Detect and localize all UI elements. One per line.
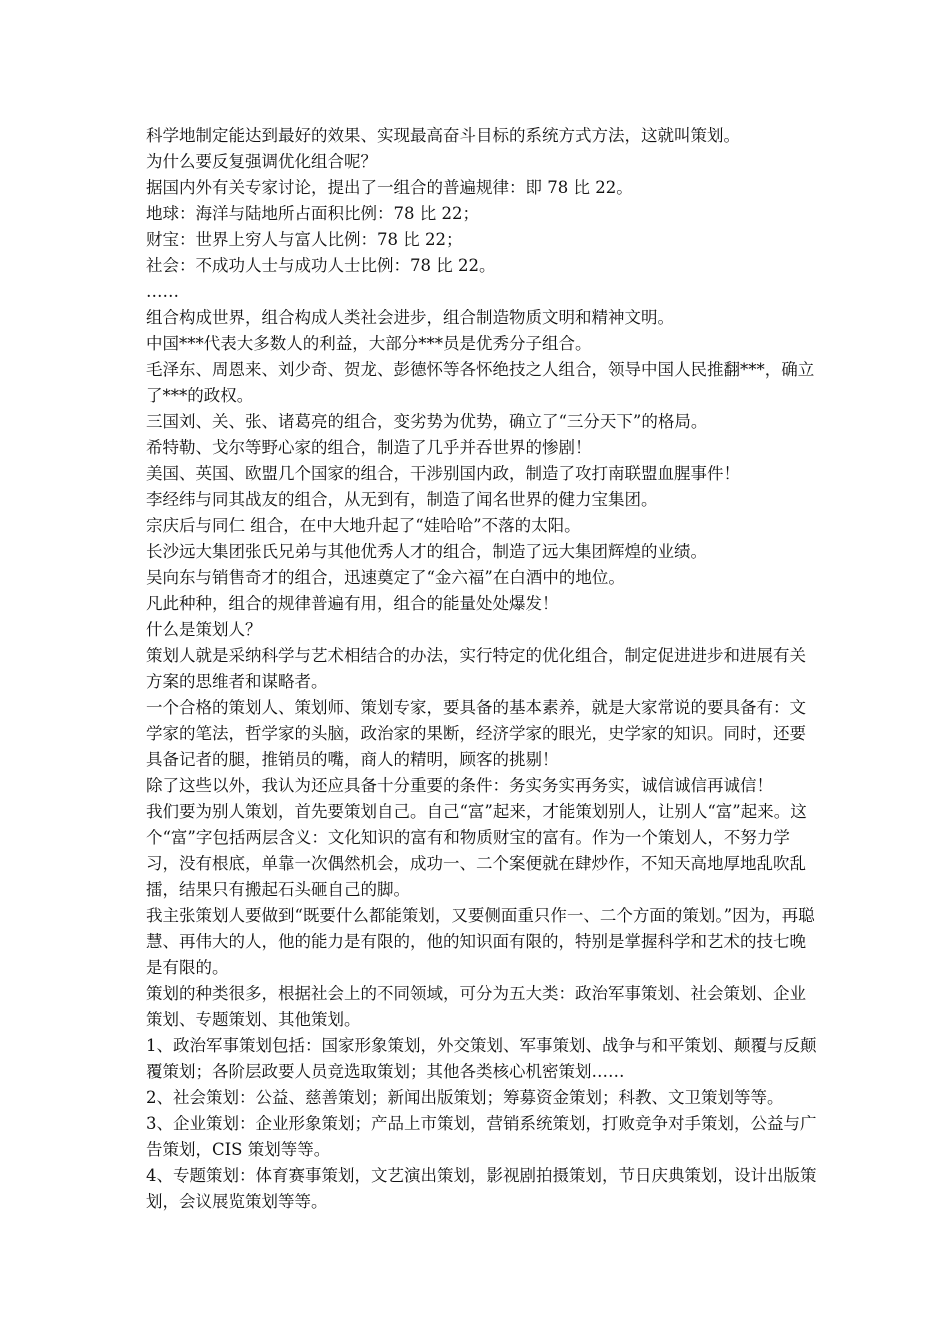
- list-item: 4、专题策划：体育赛事策划，文艺演出策划，影视剧拍摄策划，节日庆典策划，设计出版策划，会议展览策划等等。: [146, 1166, 817, 1211]
- paragraph: 地球：海洋与陆地所占面积比例：78 比 22；: [146, 204, 479, 223]
- paragraph: 组合构成世界，组合构成人类社会进步，组合制造物质文明和精神文明。: [146, 308, 674, 327]
- paragraph: 一个合格的策划人、策划师、策划专家，要具备的基本素养，就是大家常说的要具备有：文学家的笔法，哲学家的头脑，政治家的果断，经济学家的眼光，史学家的知识。同时，还要具备记者的腿，推销员的嘴，商人的精明，顾客的挑剔！: [146, 698, 806, 769]
- list-item: 2、社会策划：公益、慈善策划；新闻出版策划；筹募资金策划；科教、文卫策划等等。: [146, 1088, 784, 1107]
- paragraph: 为什么要反复强调优化组合呢？: [146, 152, 377, 171]
- paragraph: 策划的种类很多，根据社会上的不同领域，可分为五大类：政治军事策划、社会策划、企业策划、专题策划、其他策划。: [146, 984, 806, 1029]
- paragraph: 吴向东与销售奇才的组合，迅速奠定了“金六福”在白酒中的地位。: [146, 568, 625, 587]
- list-item: 1、政治军事策划包括：国家形象策划，外交策划、军事策划、战争与和平策划、颠覆与反颠覆策划；各阶层政要人员竞选取策划；其他各类核心机密策划……: [146, 1036, 817, 1081]
- section-heading: 什么是策划人？: [146, 620, 262, 639]
- paragraph: 据国内外有关专家讨论，提出了一组合的普遍规律：即 78 比 22。: [146, 178, 633, 197]
- paragraph: 中国***代表大多数人的利益，大部分***员是优秀分子组合。: [146, 334, 592, 353]
- paragraph: 长沙远大集团张氏兄弟与其他优秀人才的组合，制造了远大集团辉煌的业绩。: [146, 542, 707, 561]
- paragraph: 社会：不成功人士与成功人士比例：78 比 22。: [146, 256, 496, 275]
- paragraph: 我们要为别人策划，首先要策划自己。自己“富”起来，才能策划别人，让别人“富”起来。这个“富”字包括两层含义：文化知识的富有和物质财宝的富有。作为一个策划人，不努力学习，没有根底，单靠一次偶然机会，成功一、二个案便就在肆炒作，不知天高地厚地乱吹乱擂，结果只有搬起石头砸自己的脚。: [146, 802, 807, 899]
- list-item: 3、企业策划：企业形象策划；产品上市策划，营销系统策划，打败竞争对手策划，公益与广告策划，CIS 策划等等。: [146, 1114, 817, 1159]
- paragraph: 策划人就是采纳科学与艺术相结合的办法，实行特定的优化组合，制定促进进步和进展有关方案的思维者和谋略者。: [146, 646, 806, 691]
- paragraph: ……: [146, 282, 179, 301]
- document-body: [146, 123, 818, 1215]
- paragraph: 毛泽东、周恩来、刘少奇、贺龙、彭德怀等各怀绝技之人组合，领导中国人民推翻***，确立了***的政权。: [146, 360, 815, 405]
- paragraph: 我主张策划人要做到“既要什么都能策划，又要侧面重只作一、二个方面的策划。”因为，再聪慧、再伟大的人，他的能力是有限的，他的知识面有限的，特别是掌握科学和艺术的技七晚是有限的。: [146, 906, 815, 977]
- paragraph: 凡此种种，组合的规律普遍有用，组合的能量处处爆发！: [146, 594, 559, 613]
- paragraph: 科学地制定能达到最好的效果、实现最高奋斗目标的系统方式方法，这就叫策划。: [146, 126, 740, 145]
- paragraph: 李经纬与同其战友的组合，从无到有，制造了闻名世界的健力宝集团。: [146, 490, 658, 509]
- paragraph: 美国、英国、欧盟几个国家的组合，干涉别国内政，制造了攻打南联盟血腥事件！: [146, 464, 740, 483]
- paragraph: 宗庆后与同仁 组合，在中大地升起了“娃哈哈”不落的太阳。: [146, 516, 581, 535]
- paragraph: 三国刘、关、张、诸葛亮的组合，变劣势为优势，确立了“三分天下”的格局。: [146, 412, 708, 431]
- paragraph: 希特勒、戈尔等野心家的组合，制造了几乎并吞世界的惨剧！: [146, 438, 592, 457]
- paragraph: 除了这些以外，我认为还应具备十分重要的条件：务实务实再务实，诚信诚信再诚信！: [146, 776, 773, 795]
- paragraph: 财宝：世界上穷人与富人比例：78 比 22；: [146, 230, 463, 249]
